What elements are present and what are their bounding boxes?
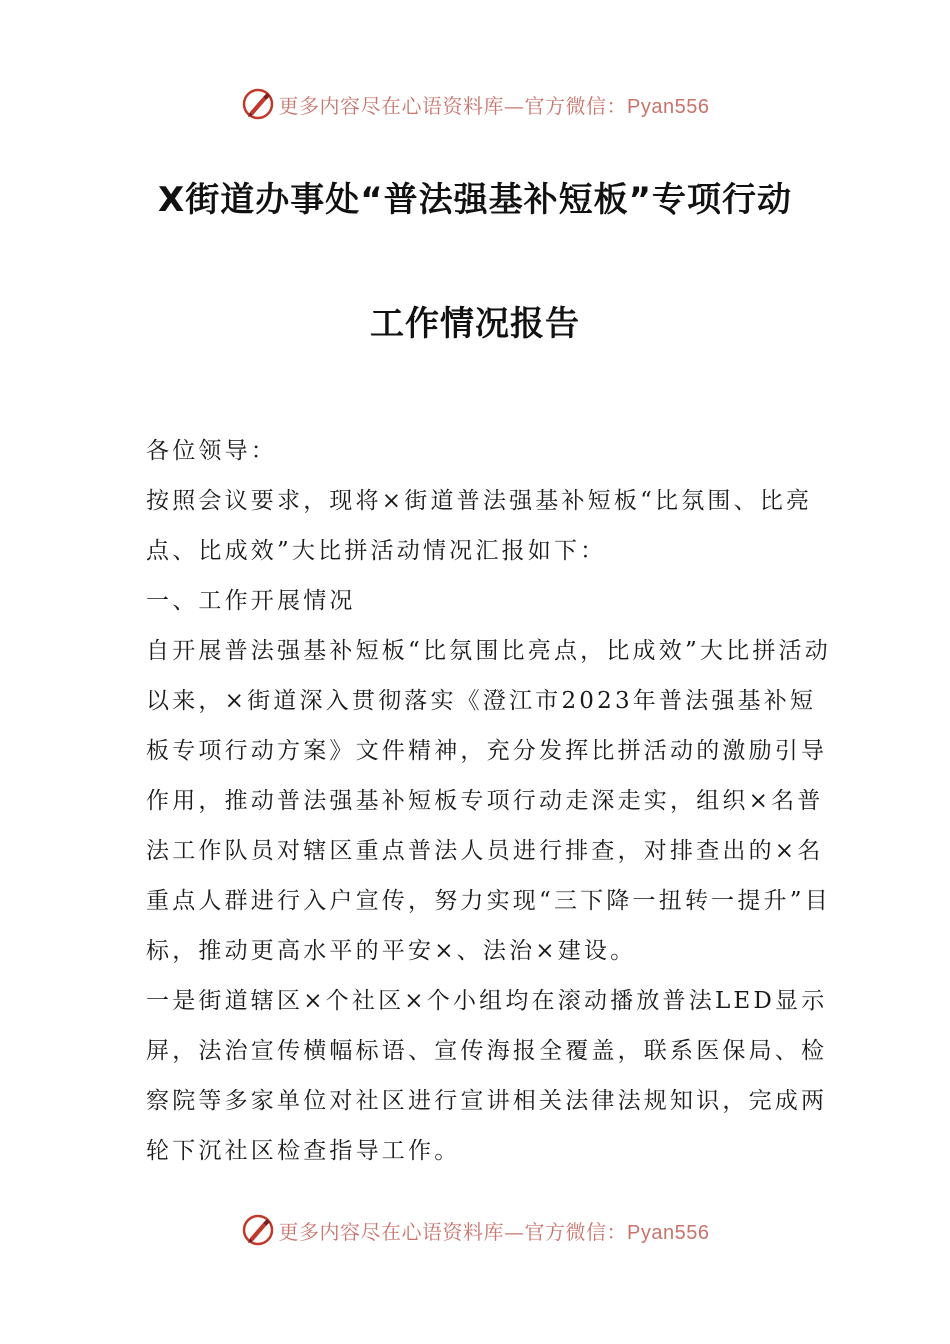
document-title-line1: X街道办事处“普法强基补短板”专项行动 bbox=[158, 180, 792, 220]
banner-slogan: 更多内容尽在心语资料库—官方微信： bbox=[278, 1219, 628, 1244]
body-paragraph: 按照会议要求，现将×街道普法强基补短板“比氛围、比亮点、比成效”大比拼活动情况汇报如下： bbox=[146, 488, 813, 564]
wechat-id: Pyan556 bbox=[627, 1221, 710, 1244]
banner-text bbox=[279, 1216, 710, 1245]
banner-slogan: 更多内容尽在心语资料库—官方微信： bbox=[278, 93, 628, 118]
salutation: 各位领导： bbox=[146, 438, 277, 464]
document-body bbox=[146, 426, 836, 1176]
header-banner bbox=[0, 84, 950, 124]
pen-in-circle-icon bbox=[241, 1213, 275, 1247]
body-paragraph: 自开展普法强基补短板“比氛围比亮点，比成效”大比拼活动以来，×街道深入贯彻落实《澄江市2023年普法强基补短板专项行动方案》文件精神，充分发挥比拼活动的激励引导作用，推动普法强基补短板专项行动走深走实，组织×名普法工作队员对辖区重点普法人员进行排查，对排查出的×名重点人群进行入户宣传，努力实现“三下降一扭转一提升”目标，推动更高水平的平安×、法治×建设。 bbox=[146, 638, 831, 964]
pen-in-circle-icon bbox=[241, 87, 275, 121]
body-paragraph: 一是街道辖区×个社区×个小组均在滚动播放普法LED显示屏，法治宣传横幅标语、宣传海报全覆盖，联系医保局、检察院等多家单位对社区进行宣讲相关法律法规知识，完成两轮下沉社区检查指导工作。 bbox=[146, 988, 828, 1164]
section-heading: 一、工作开展情况 bbox=[146, 588, 356, 614]
footer-banner bbox=[0, 1210, 950, 1250]
banner-text bbox=[279, 90, 710, 119]
wechat-id: Pyan556 bbox=[627, 95, 710, 118]
document-title-line2: 工作情况报告 bbox=[370, 304, 580, 344]
